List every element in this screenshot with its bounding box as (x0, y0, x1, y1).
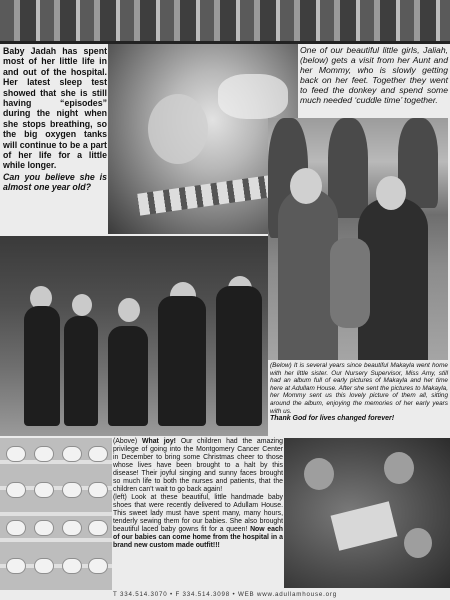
photo-family-album (284, 438, 450, 588)
jadah-text-block (3, 46, 107, 193)
joy-bold: What joy! (142, 438, 176, 445)
header-stripe-band (0, 0, 450, 44)
joy-and-shoes-text-block (113, 438, 283, 550)
shoes-paragraph: (left) Look at these beautiful, little handmade baby shoes that were recently delivered to Adullam House. This sweet lady must have spent many, many hours, tenderly sewing them for our babies. She also brought beautiful laced baby gowns fit for a queen! (113, 494, 283, 533)
jadah-question: Can you believe she is almost one year old? (3, 171, 107, 193)
photo-baby-shoes (0, 438, 112, 590)
joy-lead: (Above) (113, 438, 138, 445)
makayla-text-block (270, 362, 448, 423)
jaliah-paragraph: One of our beautiful little girls, Jaliah, (below) gets a visit from her Aunt and her Mommy, who is slowly getting back on her feet. Together they went to feed the donkey and spend some much needed ‘cuddle time’ together. (300, 45, 448, 105)
shoes-bold: Now each of our babies can come home from the hospital in a brand new custom made outfit!!! (113, 526, 283, 549)
joy-paragraph: Our children had the amazing privilege of going into the Montgomery Cancer Center in December to bring some Christmas cheer to those whose lives have been brought to a halt by this disease! Their joyful singing and sunny faces brought so much life to both the nurses and patients, that the children can’t wait to go back again! (113, 438, 283, 493)
photo-children-dancing (0, 236, 268, 436)
photo-jaliah-family (268, 118, 448, 360)
jadah-paragraph: Baby Jadah has spent most of her little life in and out of the hospital. Her latest sleep test showed that she is still having “episodes” during the night when she stops breathing, so the big oxygen tanks will continue to be a part of her life for a little while longer. (3, 46, 107, 171)
makayla-thanks: Thank God for lives changed forever! (270, 415, 395, 423)
footer-contact: T 334.514.3070 • F 334.514.3098 • WEB www.adullamhouse.org (113, 591, 337, 598)
makayla-paragraph: (Below) It is several years since beautiful Makayla went home with her little sister. Our Nursery Supervisor, Miss Amy, still had an album full of early pictures of Makayla and her time here at Adullam House. After she sent the pictures to Makayla, her Mommy sent us this lovely picture of them all, sitting around the album, enjoying the memories of her early years with us. (270, 362, 448, 415)
